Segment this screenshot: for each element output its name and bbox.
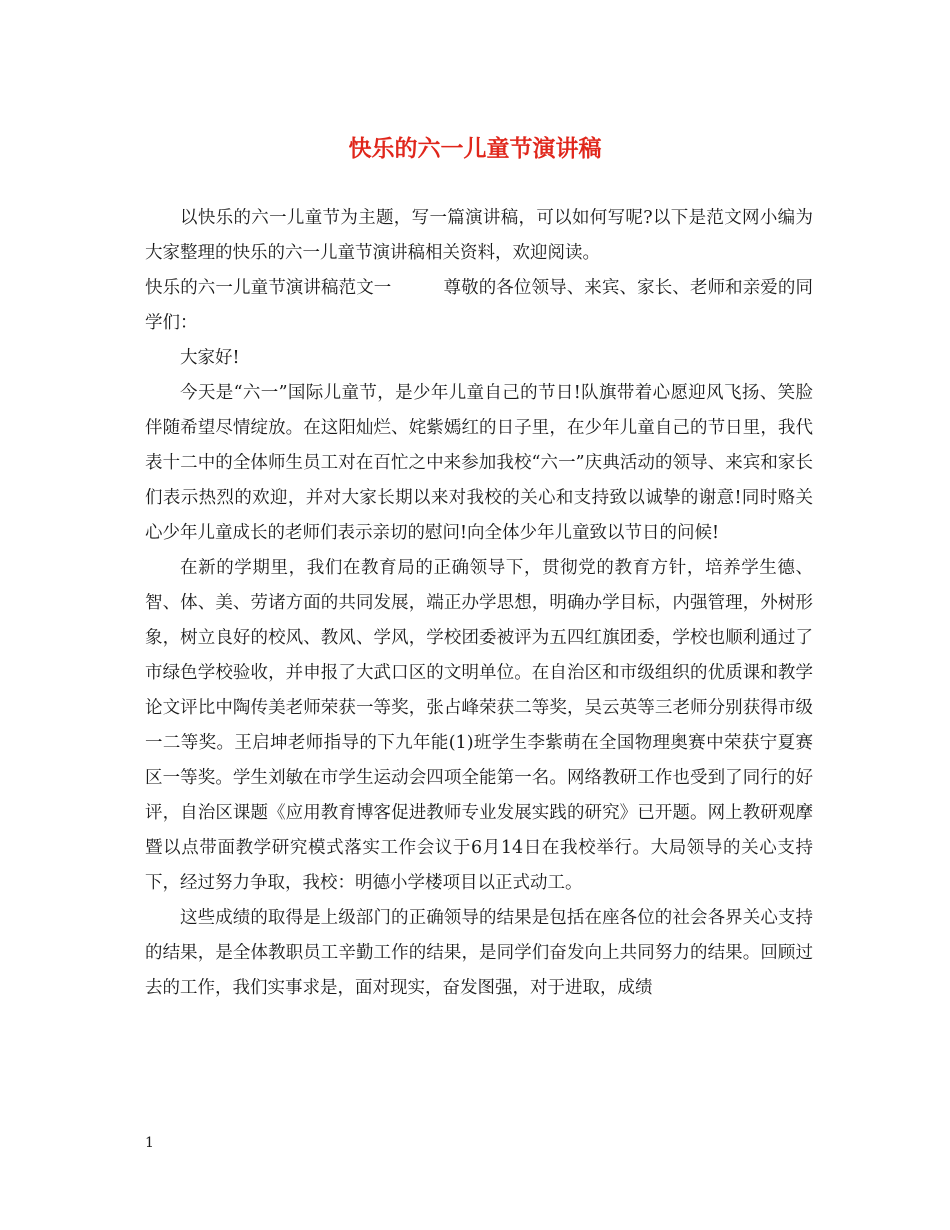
intro-paragraph: 以快乐的六一儿童节为主题，写一篇演讲稿，可以如何写呢?以下是范文网小编为大家整理的快乐的六一儿童节演讲稿相关资料，欢迎阅读。 <box>145 208 813 263</box>
salutation: 尊敬的各位领导、来宾、家长、老师和亲爱的同学们： <box>145 278 814 333</box>
paragraph-1: 今天是“六一”国际儿童节，是少年儿童自己的节日!队旗带着心愿迎风飞扬、笑脸伴随希望尽情绽放。在这阳灿烂、姹紫嫣红的日子里，在少年儿童自己的节日里，我代表十二中的全体师生员工对在百忙之中来参加我校“六一”庆典活动的领导、来宾和家长们表示热烈的欢迎，并对大家长期以来对我校的关心和支持致以诚挚的谢意!同时赂关心少年儿童成长的老师们表示亲切的慰问!向全体少年儿童致以节日的问候! <box>145 383 813 543</box>
document-body <box>145 201 813 1006</box>
page-number: 1 <box>145 1135 154 1151</box>
paragraph-2: 在新的学期里，我们在教育局的正确领导下，贯彻党的教育方针，培养学生德、智、体、美、劳诸方面的共同发展，端正办学思想，明确办学目标，内强管理，外树形象，树立良好的校风、教风、学风，学校团委被评为五四红旗团委，学校也顺利通过了市绿色学校验收，并申报了大武口区的文明单位。在自治区和市级组织的优质课和教学论文评比中陶传美老师荣获一等奖，张占峰荣获二等奖，吴云英等三老师分别获得市级一二等奖。王启坤老师指导的下九年能(1)班学生李紫萌在全国物理奥赛中荣获宁夏赛区一等奖。学生刘敏在市学生运动会四项全能第一名。网络教研工作也受到了同行的好评，自治区课题《应用教育博客促进教师专业发展实践的研究》已开题。网上教研观摩暨以点带面教学研究模式落实工作会议于6月14日在我校举行。大局领导的关心支持下，经过努力争取，我校：明德小学楼项目以正式动工。 <box>145 558 813 893</box>
section-heading-line <box>145 271 813 341</box>
section-heading: 快乐的六一儿童节演讲稿范文一 <box>145 278 392 298</box>
document-title: 快乐的六一儿童节演讲稿 <box>348 135 602 162</box>
paragraph-3: 这些成绩的取得是上级部门的正确领导的结果是包括在座各位的社会各界关心支持的结果，是全体教职员工辛勤工作的结果，是同学们奋发向上共同努力的结果。回顾过去的工作，我们实事求是，面对现实，奋发图强，对于进取，成绩 <box>145 908 813 998</box>
greeting: 大家好! <box>180 348 240 368</box>
